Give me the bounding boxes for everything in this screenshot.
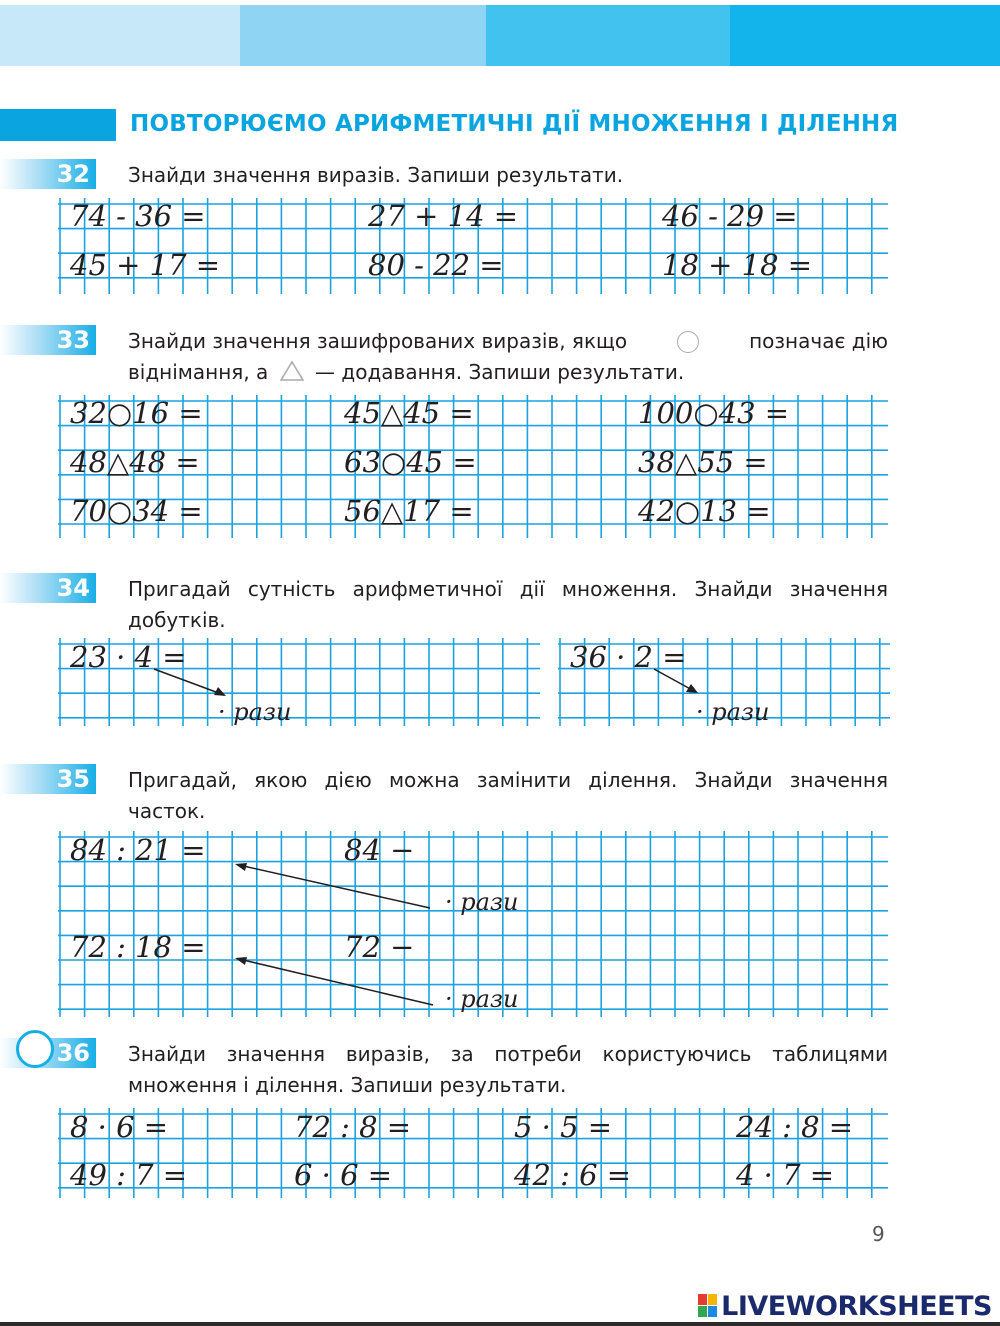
page-heading: ПОВТОРЮЄМО АРИФМЕТИЧНІ ДІЇ МНОЖЕННЯ І ДІЛЕННЯ xyxy=(130,111,899,137)
brand-name[interactable]: LIVEWORKSHEETS xyxy=(721,1291,992,1322)
expression-input[interactable]: 45 + 17 = xyxy=(70,248,221,282)
page-number: 9 xyxy=(872,1222,885,1246)
exercise-badge-34 xyxy=(0,573,96,603)
exercise-badge-33 xyxy=(0,325,96,355)
exercise-34-text: Пригадай сутність арифметичної дії множення. Знайди значення добутків. xyxy=(128,577,888,632)
band-segment xyxy=(486,5,730,66)
exercise-36-text: Знайди значення виразів, за потреби користуючись таблицями множення і ділення. Запиши результати. xyxy=(128,1042,888,1097)
band-segment xyxy=(240,5,486,66)
expression-input[interactable]: 84 : 21 = xyxy=(70,833,206,867)
expression-input[interactable]: 49 : 7 = xyxy=(70,1158,188,1192)
band-segment xyxy=(0,5,240,66)
exercise-badge-35 xyxy=(0,764,96,794)
exercise-number: 35 xyxy=(56,765,90,793)
exercise-number: 36 xyxy=(56,1039,90,1067)
expression-input[interactable]: 24 : 8 = xyxy=(736,1110,854,1144)
exercise-33-text-d: — додавання. Запиши результати. xyxy=(315,360,685,384)
expression-input[interactable]: 42 : 6 = xyxy=(514,1158,632,1192)
expression-input[interactable]: 45△45 = xyxy=(344,396,474,430)
expression-input[interactable]: 56△17 = xyxy=(344,494,474,528)
exercise-33-text xyxy=(128,326,888,388)
band-segment xyxy=(730,5,1000,66)
expression-input[interactable]: 84 − xyxy=(344,833,415,867)
expression-input[interactable]: 36 · 2 = xyxy=(570,640,687,674)
expression-input[interactable]: 74 - 36 = xyxy=(70,199,206,233)
expression-input[interactable]: 23 · 4 = xyxy=(70,640,187,674)
exercise-33-text-a: Знайди значення зашифрованих виразів, якщо xyxy=(128,329,628,353)
exercise-33-text-c: віднімання, а xyxy=(128,360,269,384)
expression-input[interactable]: 4 · 7 = xyxy=(736,1158,835,1192)
hint-razy: · рази xyxy=(445,985,519,1013)
expression-input[interactable]: 80 - 22 = xyxy=(368,248,504,282)
heading-accent-bar xyxy=(0,109,116,141)
liveworksheets-logo-icon xyxy=(698,1294,718,1318)
triangle-icon xyxy=(279,360,305,382)
exercise-number: 32 xyxy=(56,160,90,188)
arrow-icon xyxy=(225,950,445,1010)
expression-input[interactable]: 6 · 6 = xyxy=(294,1158,393,1192)
arrow-icon xyxy=(225,855,445,915)
exercise-number: 33 xyxy=(56,326,90,354)
expression-input[interactable]: 38△55 = xyxy=(638,445,768,479)
hint-razy: · рази xyxy=(218,698,292,726)
expression-input[interactable]: 5 · 5 = xyxy=(514,1110,613,1144)
expression-input[interactable]: 18 + 18 = xyxy=(662,248,813,282)
expression-input[interactable]: 72 : 8 = xyxy=(294,1110,412,1144)
exercise-33-text-b: позначає дію xyxy=(749,329,888,353)
expression-input[interactable]: 70○34 = xyxy=(70,494,203,528)
challenge-circle-icon xyxy=(16,1030,54,1068)
expression-input[interactable]: 27 + 14 = xyxy=(368,199,519,233)
expression-input[interactable]: 8 · 6 = xyxy=(70,1110,169,1144)
expression-input[interactable]: 42○13 = xyxy=(638,494,771,528)
expression-input[interactable]: 63○45 = xyxy=(344,445,477,479)
expression-input[interactable]: 72 : 18 = xyxy=(70,930,206,964)
expression-input[interactable]: 46 - 29 = xyxy=(662,199,798,233)
hint-razy: · рази xyxy=(696,698,770,726)
exercise-35-text: Пригадай, якою дією можна замінити ділення. Знайди значення часток. xyxy=(128,768,888,823)
expression-input[interactable]: 100○43 = xyxy=(638,396,790,430)
exercise-32-text: Знайди значення виразів. Запиши результати. xyxy=(128,163,624,187)
expression-input[interactable]: 32○16 = xyxy=(70,396,203,430)
bottom-border xyxy=(0,1322,1000,1326)
expression-input[interactable]: 72 − xyxy=(344,930,415,964)
expression-input[interactable]: 48△48 = xyxy=(70,445,200,479)
exercise-number: 34 xyxy=(56,574,90,602)
circle-icon xyxy=(677,331,699,353)
top-color-band xyxy=(0,5,1000,66)
hint-razy: · рази xyxy=(445,888,519,916)
exercise-badge-32 xyxy=(0,159,96,189)
